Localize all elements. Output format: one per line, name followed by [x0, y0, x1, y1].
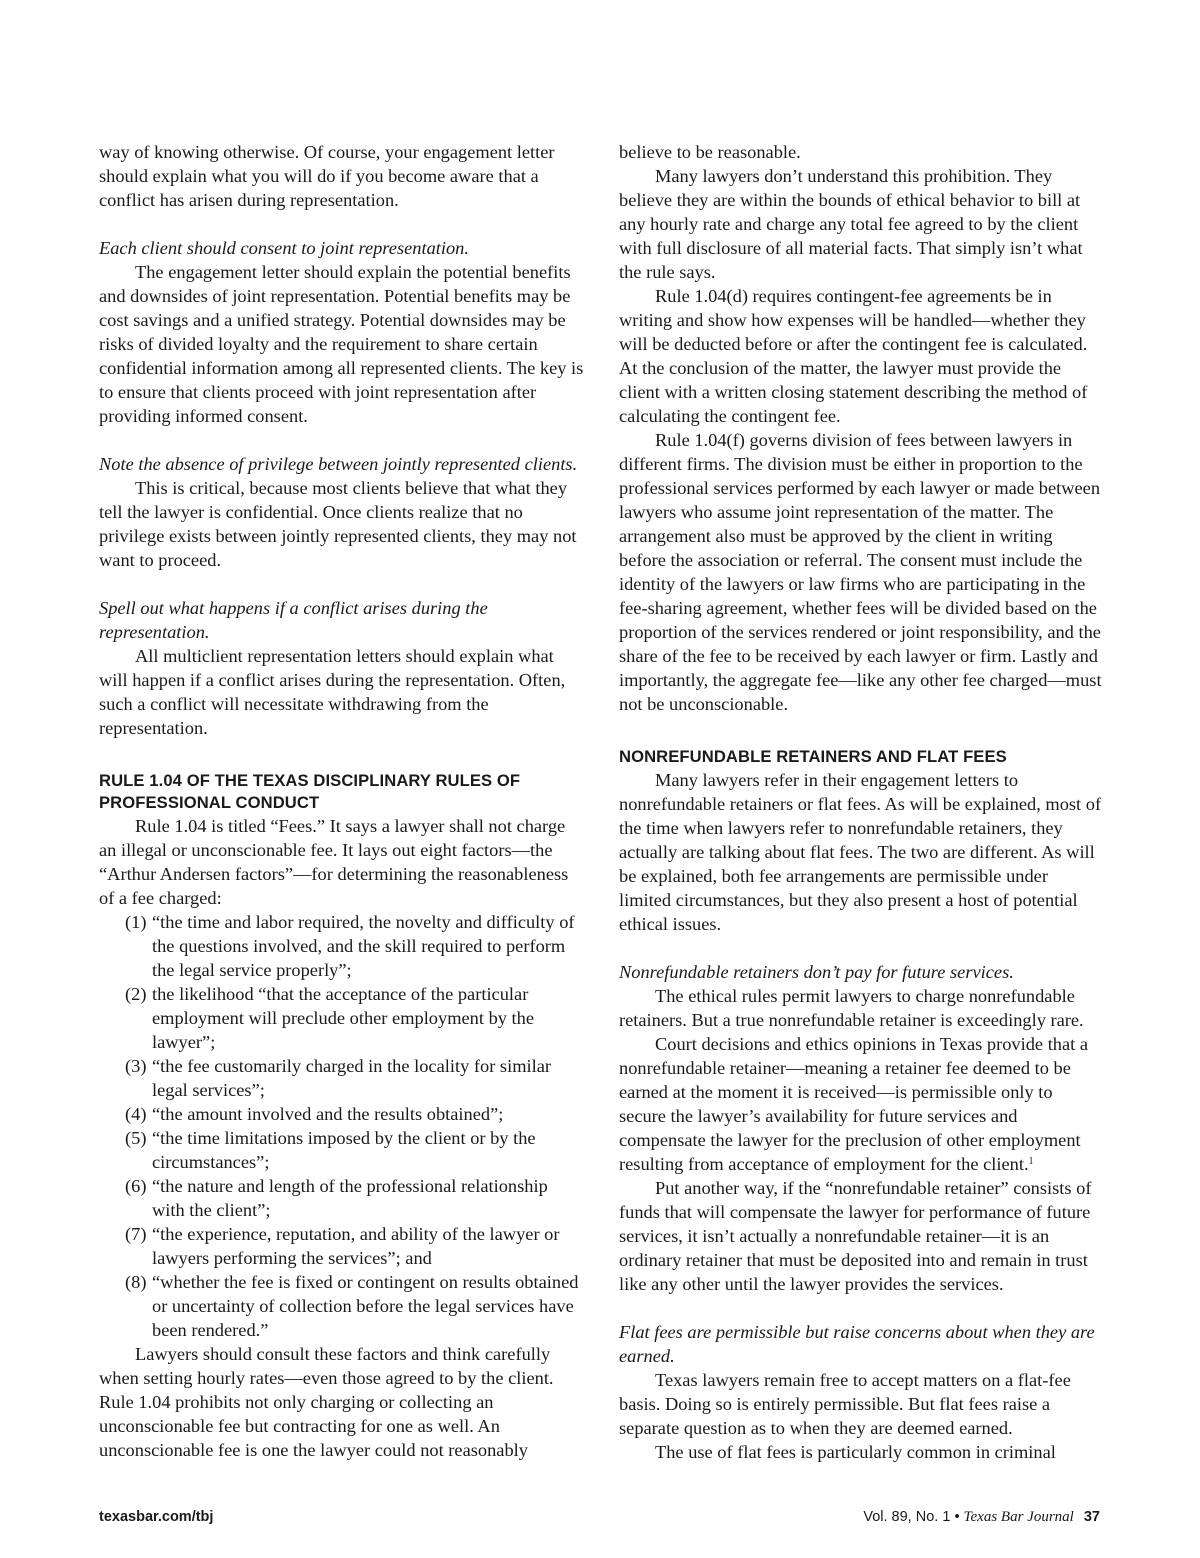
list-item — [99, 1102, 584, 1126]
list-item — [99, 982, 584, 1054]
paragraph: Many lawyers refer in their engagement letters to nonrefundable retainers or flat fees. As will be explained, most of the time when lawyers refer to nonrefundable retainers, they actually are talking about flat fees. The two are different. As will be explained, both fee arrangements are permissible under limited circumstances, but they also present a host of potential ethical issues. — [619, 770, 1102, 934]
list-number: (5) — [125, 1128, 147, 1148]
section-heading: NONREFUNDABLE RETAINERS AND FLAT FEES — [619, 747, 1007, 766]
list-text: “the experience, reputation, and ability of the lawyer or lawyers performing the services”; and — [152, 1224, 560, 1268]
paragraph: All multiclient representation letters should explain what will happen if a conflict arises during the representation. Often, such a conflict will necessitate withdrawing from the representation. — [99, 646, 566, 738]
list-text: “the time limitations imposed by the client or by the circumstances”; — [152, 1128, 536, 1172]
footer-journal-name: Texas Bar Journal — [963, 1509, 1074, 1525]
paragraph — [619, 1032, 1104, 1176]
subheading: Flat fees are permissible but raise concerns about when they are earned. — [619, 1322, 1095, 1366]
paragraph: The use of flat fees is particularly common in criminal — [655, 1442, 1056, 1462]
list-text: “the time and labor required, the novelty and difficulty of the questions involved, and the skill required to perform the legal service properly”; — [152, 912, 575, 980]
footer-bullet: • — [954, 1509, 960, 1525]
list-number: (1) — [125, 912, 147, 932]
subheading: Note the absence of privilege between jointly represented clients. — [99, 454, 578, 474]
paragraph: Rule 1.04(d) requires contingent-fee agreements be in writing and show how expenses will be handled—whether they will be deducted before or after the contingent fee is calculated. At the conclusion of the matter, the lawyer must provide the client with a written closing statement describing the method of calculating the contingent fee. — [619, 286, 1088, 426]
footnote-marker: 1 — [1028, 1156, 1034, 1167]
list-number: (4) — [125, 1104, 147, 1124]
section-heading: RULE 1.04 OF THE TEXAS DISCIPLINARY RULES OF PROFESSIONAL CONDUCT — [99, 771, 521, 812]
list-item — [99, 1126, 584, 1174]
list-text: “the nature and length of the professional relationship with the client”; — [152, 1176, 548, 1220]
paragraph: Many lawyers don’t understand this prohibition. They believe they are within the bounds of ethical behavior to bill at any hourly rate and charge any total fee agreed to by the client with full disclosure of all material facts. That simply isn’t what the rule says. — [619, 166, 1083, 282]
subheading: Spell out what happens if a conflict arises during the representation. — [99, 598, 488, 642]
paragraph: The engagement letter should explain the potential benefits and downsides of joint representation. Potential benefits may be cost savings and a unified strategy. Potential downsides may be risks of divided loyalty and the requirement to share certain confidential information among all represented clients. The key is to ensure that clients proceed with joint representation after providing informed consent. — [99, 262, 584, 426]
paragraph-text: Court decisions and ethics opinions in Texas provide that a nonrefundable retainer—meaning a retainer fee deemed to be earned at the moment it is received—is permissible only to secure the lawyer’s availability for future services and compensate the lawyer for the preclusion of other employment resulting from acceptance of employment for the client. — [619, 1034, 1089, 1174]
left-column — [99, 140, 584, 1462]
list-item — [99, 910, 584, 982]
list-text: “the fee customarily charged in the locality for similar legal services”; — [152, 1056, 551, 1100]
paragraph: This is critical, because most clients believe that what they tell the lawyer is confidential. Once clients realize that no privilege exists between jointly represented clients, they may not want to proceed. — [99, 478, 577, 570]
list-number: (7) — [125, 1224, 147, 1244]
footer-issue-info — [863, 1508, 1100, 1526]
list-number: (3) — [125, 1056, 147, 1076]
factors-list — [99, 910, 584, 1342]
paragraph: Rule 1.04 is titled “Fees.” It says a lawyer shall not charge an illegal or unconscionable fee. It lays out eight factors—the “Arthur Andersen factors”—for determining the reasonableness of a fee charged: — [99, 816, 569, 908]
paragraph: believe to be reasonable. — [619, 142, 801, 162]
paragraph: Lawyers should consult these factors and think carefully when setting hourly rates—even those agreed to by the client. Rule 1.04 prohibits not only charging or collecting an unconscionable fee but contracting for one as well. An unconscionable fee is one the lawyer could not reasonably — [99, 1344, 554, 1460]
list-item — [99, 1222, 584, 1270]
footer-site-url: texasbar.com/tbj — [99, 1509, 214, 1525]
list-number: (2) — [125, 984, 147, 1004]
list-item — [99, 1054, 584, 1102]
list-number: (8) — [125, 1272, 147, 1292]
paragraph: Texas lawyers remain free to accept matters on a flat-fee basis. Doing so is entirely permissible. But flat fees raise a separate question as to when they are deemed earned. — [619, 1370, 1071, 1438]
paragraph: Rule 1.04(f) governs division of fees between lawyers in different firms. The division must be either in proportion to the professional services performed by each lawyer or made between lawyers who assume joint representation of the matter. The arrangement also must be approved by the client in writing before the association or referral. The consent must include the identity of the lawyers or law firms who are participating in the fee-sharing agreement, whether fees will be divided based on the proportion of the services rendered or joint responsibility, and the share of the fee to be received by each lawyer or firm. Lastly and importantly, the aggregate fee—like any other fee charged—must not be unconscionable. — [619, 430, 1102, 714]
page-number: 37 — [1083, 1509, 1100, 1525]
right-column — [619, 140, 1104, 1464]
list-text: “the amount involved and the results obtained”; — [152, 1104, 504, 1124]
list-text: “whether the fee is fixed or contingent on results obtained or uncertainty of collection before the legal services have been rendered.” — [152, 1272, 579, 1340]
list-item — [99, 1270, 584, 1342]
list-item — [99, 1174, 584, 1222]
paragraph: way of knowing otherwise. Of course, your engagement letter should explain what you will do if you become aware that a conflict has arisen during representation. — [99, 142, 555, 210]
footer-volume: Vol. 89, No. 1 — [863, 1509, 951, 1525]
list-text: the likelihood “that the acceptance of the particular employment will preclude other employment by the lawyer”; — [152, 984, 535, 1052]
paragraph: The ethical rules permit lawyers to charge nonrefundable retainers. But a true nonrefundable retainer is exceedingly rare. — [619, 986, 1084, 1030]
subheading: Each client should consent to joint representation. — [99, 238, 469, 258]
subheading: Nonrefundable retainers don’t pay for future services. — [619, 962, 1014, 982]
list-number: (6) — [125, 1176, 147, 1196]
paragraph: Put another way, if the “nonrefundable retainer” consists of funds that will compensate the lawyer for performance of future services, it isn’t actually a nonrefundable retainer—it is an ordinary retainer that must be deposited into and remain in trust like any other until the lawyer provides the services. — [619, 1178, 1092, 1294]
